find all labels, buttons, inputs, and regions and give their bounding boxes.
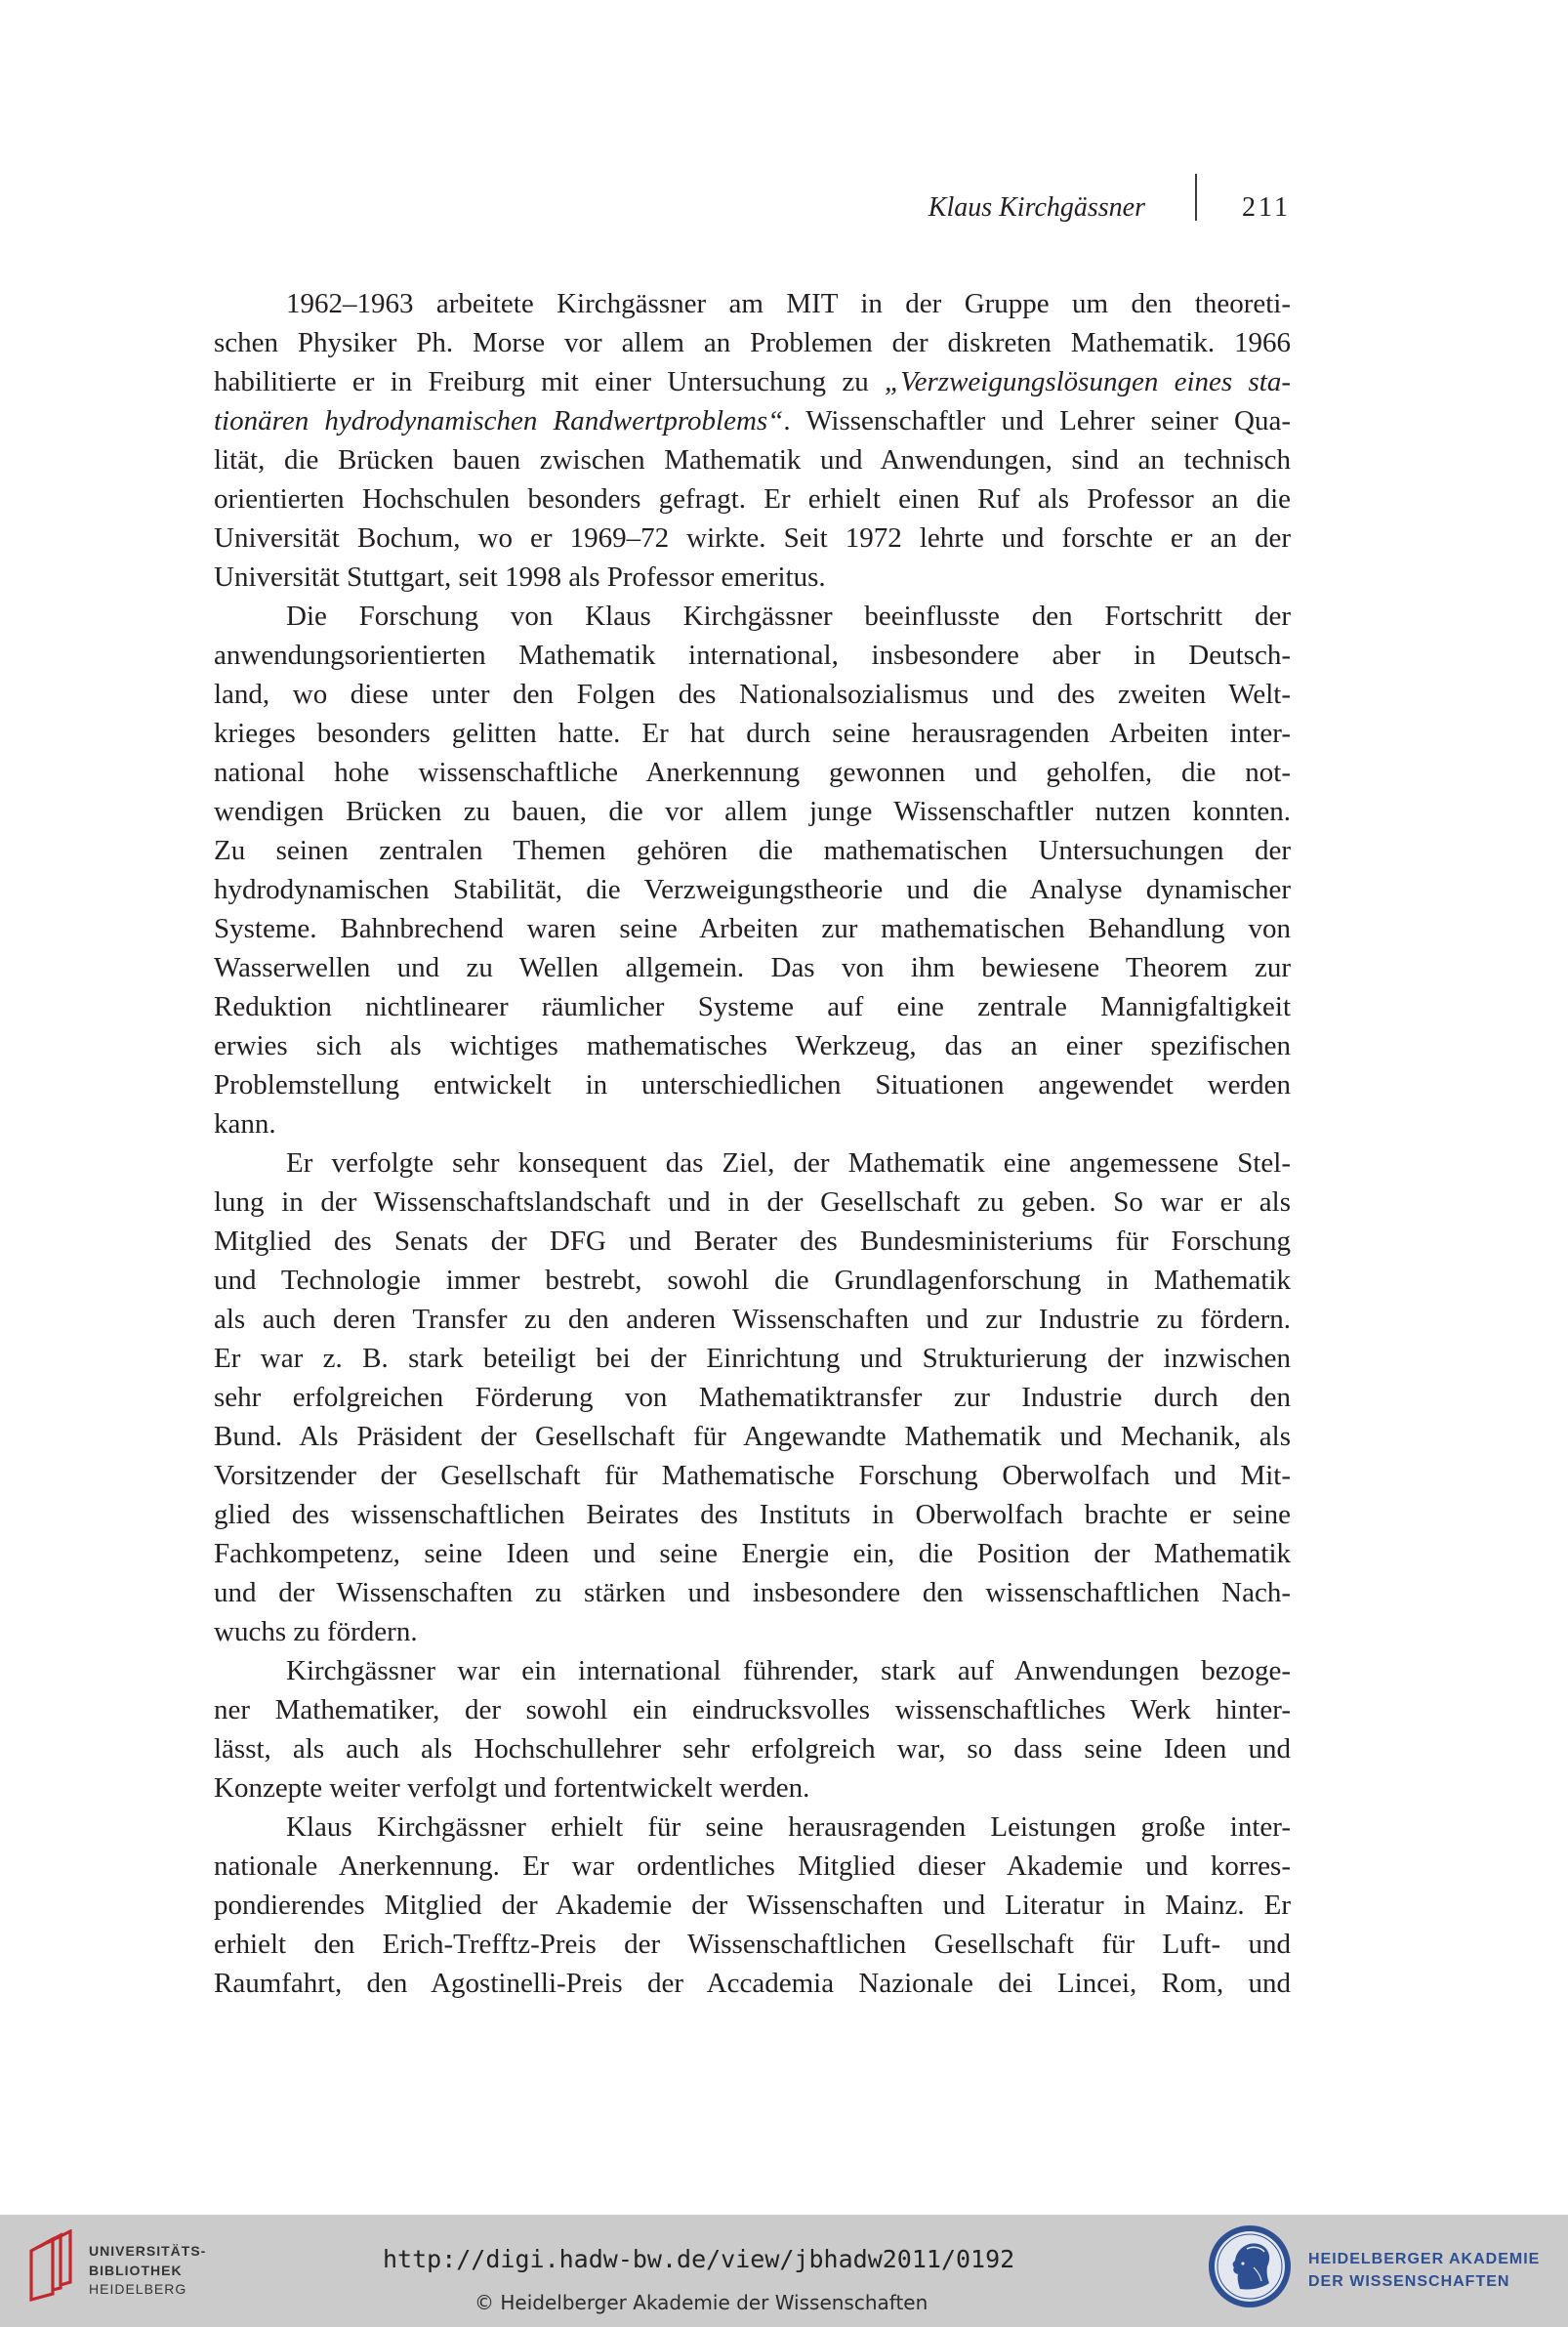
italic-title-segment: tionären hydrodynamischen Randwertproblems“ xyxy=(214,405,784,436)
text-line: als auch deren Transfer zu den anderen Wissenschaften und zur Industrie zu fördern. xyxy=(214,1304,1291,1335)
text-line: schen Physiker Ph. Morse vor allem an Problemen der diskreten Mathematik. 1966 xyxy=(214,327,1291,358)
text-line: erwies sich als wichtiges mathematisches Werkzeug, das an einer spezifischen xyxy=(214,1030,1291,1061)
hadw-seal-icon xyxy=(1208,2224,1292,2308)
text-segment: habilitierte er in Freiburg mit einer Untersuchung zu xyxy=(214,366,885,397)
text-line: national hohe wissenschaftliche Anerkennung gewonnen und geholfen, die not- xyxy=(214,757,1291,788)
text-line: Zu seinen zentralen Themen gehören die mathematischen Untersuchungen der xyxy=(214,835,1291,866)
text-line: pondierendes Mitglied der Akademie der Wissenschaften und Literatur in Mainz. Er xyxy=(214,1890,1291,1921)
text-line: wendigen Brücken zu bauen, die vor allem junge Wissenschaftler nutzen konnten. xyxy=(214,796,1291,827)
text-line: kann. xyxy=(214,1108,276,1140)
text-line xyxy=(214,401,1291,440)
text-line: lität, die Brücken bauen zwischen Mathematik und Anwendungen, sind an technisch xyxy=(214,444,1291,476)
text-line: Reduktion nichtlinearer räumlicher Systeme auf eine zentrale Mannigfaltigkeit xyxy=(214,991,1291,1022)
text-line xyxy=(214,362,1291,401)
header-divider xyxy=(1195,174,1197,221)
footer-bar xyxy=(0,2215,1568,2327)
text-line: Raumfahrt, den Agostinelli-Preis der Accademia Nazionale dei Lincei, Rom, und xyxy=(214,1968,1291,1999)
permalink-url[interactable]: http://digi.hadw-bw.de/view/jbhadw2011/0192 xyxy=(383,2245,1015,2273)
text-line: Universität Bochum, wo er 1969–72 wirkte. Seit 1972 lehrte und forschte er an der xyxy=(214,522,1291,554)
paragraph xyxy=(214,1651,1291,1808)
paragraph xyxy=(214,1808,1291,2003)
text-line: und Technologie immer bestrebt, sowohl die Grundlagenforschung in Mathematik xyxy=(214,1265,1291,1296)
text-line: Fachkompetenz, seine Ideen und seine Energie ein, die Position der Mathematik xyxy=(214,1538,1291,1569)
text-line: Problemstellung entwickelt in unterschiedlichen Situationen angewendet werden xyxy=(214,1069,1291,1101)
academy-name-line: HEIDELBERGER AKADEMIE xyxy=(1308,2251,1541,2267)
text-line: Mitglied des Senats der DFG und Berater des Bundesministeriums für Forschung xyxy=(214,1226,1291,1257)
text-line: glied des wissenschaftlichen Beirates des Instituts in Oberwolfach brachte er seine xyxy=(214,1499,1291,1530)
ub-heidelberg-logo-icon xyxy=(27,2229,74,2302)
library-name-line: UNIVERSITÄTS- xyxy=(89,2243,207,2259)
library-name-line: BIBLIOTHEK xyxy=(89,2262,183,2278)
text-line: land, wo diese unter den Folgen des Nationalsozialismus und des zweiten Welt- xyxy=(214,679,1291,710)
text-line: Die Forschung von Klaus Kirchgässner beeinflusste den Fortschritt der xyxy=(286,601,1291,632)
text-line: Vorsitzender der Gesellschaft für Mathematische Forschung Oberwolfach und Mit- xyxy=(214,1460,1291,1491)
academy-name xyxy=(1308,2248,1540,2293)
text-line: sehr erfolgreichen Förderung von Mathematiktransfer zur Industrie durch den xyxy=(214,1382,1291,1413)
copyright-notice: © Heidelberger Akademie der Wissenschaften xyxy=(475,2291,928,2314)
text-line: lässt, als auch als Hochschullehrer sehr erfolgreich war, so dass seine Ideen und xyxy=(214,1733,1291,1765)
text-line: und der Wissenschaften zu stärken und insbesondere den wissenschaftlichen Nach- xyxy=(214,1577,1291,1608)
text-line: orientierten Hochschulen besonders gefragt. Er erhielt einen Ruf als Professor an die xyxy=(214,483,1291,515)
text-line: hydrodynamischen Stabilität, die Verzweigungstheorie und die Analyse dynamischer xyxy=(214,874,1291,905)
text-line: krieges besonders gelitten hatte. Er hat durch seine herausragenden Arbeiten inter- xyxy=(214,718,1291,749)
text-line: anwendungsorientierten Mathematik international, insbesondere aber in Deutsch- xyxy=(214,640,1291,671)
paragraph xyxy=(214,1143,1291,1651)
text-line: ner Mathematiker, der sowohl ein eindrucksvolles wissenschaftliches Werk hinter- xyxy=(214,1694,1291,1725)
running-title: Klaus Kirchgässner xyxy=(928,192,1145,223)
academy-name-line: DER WISSENSCHAFTEN xyxy=(1308,2273,1510,2290)
paragraph xyxy=(214,597,1291,1143)
text-line: Er war z. B. stark beteiligt bei der Einrichtung und Strukturierung der inzwischen xyxy=(214,1343,1291,1374)
text-line: nationale Anerkennung. Er war ordentliches Mitglied dieser Akademie und korres- xyxy=(214,1850,1291,1882)
text-line: Konzepte weiter verfolgt und fortentwickelt werden. xyxy=(214,1772,810,1804)
text-line: Kirchgässner war ein international führender, stark auf Anwendungen bezoge- xyxy=(286,1655,1291,1686)
page-number: 211 xyxy=(1242,192,1291,223)
text-line: Universität Stuttgart, seit 1998 als Professor emeritus. xyxy=(214,561,826,593)
text-line: wuchs zu fördern. xyxy=(214,1616,418,1647)
library-name xyxy=(89,2242,206,2300)
text-line: Systeme. Bahnbrechend waren seine Arbeiten zur mathematischen Behandlung von xyxy=(214,913,1291,944)
text-line: 1962–1963 arbeitete Kirchgässner am MIT in der Gruppe um den theoreti- xyxy=(286,288,1291,319)
text-line: erhielt den Erich-Trefftz-Preis der Wissenschaftlichen Gesellschaft für Luft- und xyxy=(214,1929,1291,1960)
text-line: lung in der Wissenschaftslandschaft und in der Gesellschaft zu geben. So war er als xyxy=(214,1186,1291,1218)
text-line: Bund. Als Präsident der Gesellschaft für Angewandte Mathematik und Mechanik, als xyxy=(214,1421,1291,1452)
paragraph xyxy=(214,284,1291,597)
text-line: Wasserwellen und zu Wellen allgemein. Das von ihm bewiesene Theorem zur xyxy=(214,952,1291,983)
text-line: Klaus Kirchgässner erhielt für seine herausragenden Leistungen große inter- xyxy=(286,1811,1291,1843)
italic-title-segment: „Verzweigungslösungen eines sta- xyxy=(885,366,1291,397)
library-name-line: HEIDELBERG xyxy=(89,2281,187,2297)
text-segment: . Wissenschaftler und Lehrer seiner Qua- xyxy=(783,405,1291,436)
body-text xyxy=(214,284,1291,2003)
text-line: Er verfolgte sehr konsequent das Ziel, der Mathematik eine angemessene Stel- xyxy=(286,1147,1291,1179)
